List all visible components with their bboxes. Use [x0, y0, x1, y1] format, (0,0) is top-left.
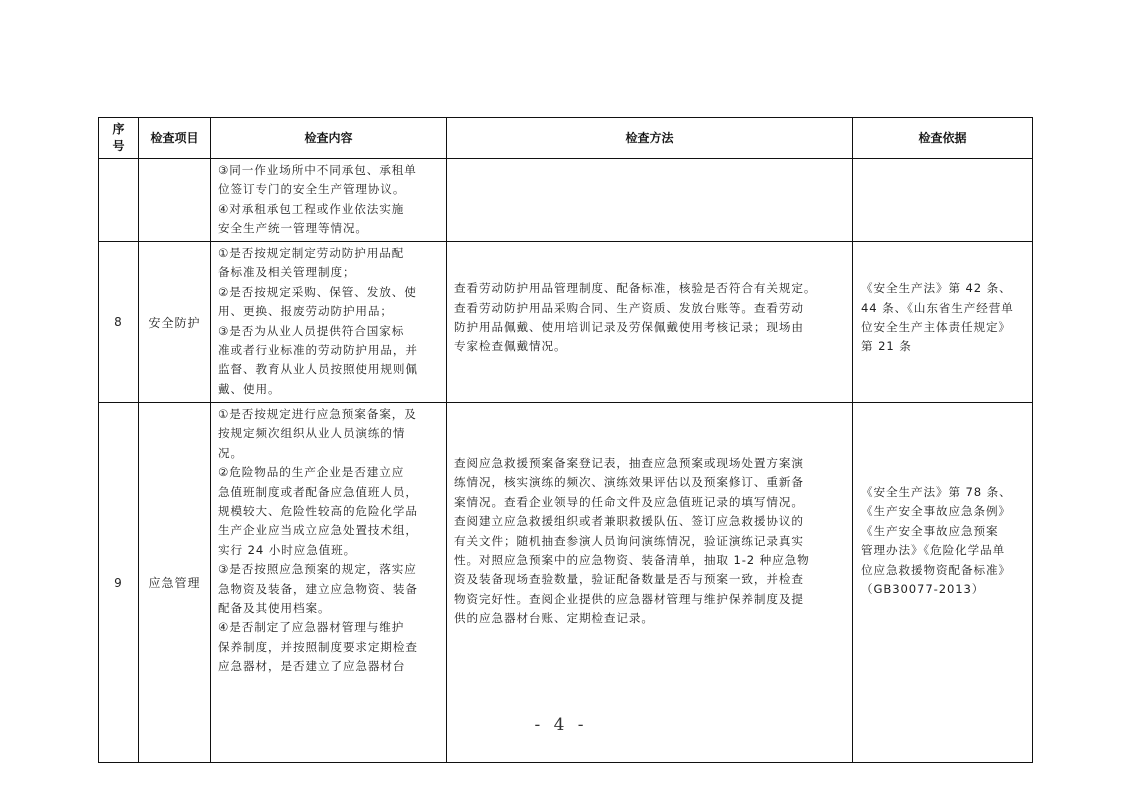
inspection-table	[98, 117, 1033, 763]
cell-method	[447, 159, 853, 242]
cell-item: 安全防护	[139, 242, 211, 403]
cell-seq	[99, 159, 139, 242]
cell-method: 查看劳动防护用品管理制度、配备标准，核验是否符合有关规定。 查看劳动防护用品采购合同、生产资质、发放台账等。查看劳动 防护用品佩戴、使用培训记录及劳保佩戴使用考核记录；现场由 专家检查佩戴情况。	[447, 242, 853, 403]
cell-seq: 9	[99, 403, 139, 763]
cell-seq: 8	[99, 242, 139, 403]
header-content: 检查内容	[211, 118, 447, 159]
header-item: 检查项目	[139, 118, 211, 159]
cell-basis: 《安全生产法》第 78 条、 《生产安全事故应急条例》 《生产安全事故应急预案 管理办法》《危险化学品单 位应急救援物资配备标准》 （GB30077-2013）	[853, 403, 1033, 763]
table-row	[99, 242, 1033, 403]
cell-content: ①是否按规定制定劳动防护用品配 备标准及相关管理制度； ②是否按规定采购、保管、发放、使 用、更换、报废劳动防护用品； ③是否为从业人员提供符合国家标 准或者行业标准的劳动防护用品，并 监督、教育从业人员按照使用规则佩 戴、使用。	[211, 242, 447, 403]
cell-content: ①是否按规定进行应急预案备案，及 按规定频次组织从业人员演练的情 况。 ②危险物品的生产企业是否建立应 急值班制度或者配备应急值班人员， 规模较大、危险性较高的危险化学品 生产企业应当成立应急处置技术组， 实行 24 小时应急值班。 ③是否按照应急预案的规定，落实应 急物资及装备，建立应急物资、装备 配备及其使用档案。 ④是否制定了应急器材管理与维护 保养制度，并按照制度要求定期检查 应急器材，是否建立了应急器材台	[211, 403, 447, 763]
cell-item: 应急管理	[139, 403, 211, 763]
header-seq: 序 号	[99, 118, 139, 159]
page-number: - 4 -	[534, 715, 588, 735]
cell-basis: 《安全生产法》第 42 条、 44 条、《山东省生产经营单 位安全生产主体责任规定》 第 21 条	[853, 242, 1033, 403]
cell-content: ③同一作业场所中不同承包、承租单 位签订专门的安全生产管理协议。 ④对承租承包工程或作业依法实施 安全生产统一管理等情况。	[211, 159, 447, 242]
header-method: 检查方法	[447, 118, 853, 159]
cell-method: 查阅应急救援预案备案登记表，抽查应急预案或现场处置方案演 练情况，核实演练的频次、演练效果评估以及预案修订、重新备 案情况。查看企业领导的任命文件及应急值班记录的填写情况。 查阅建立应急救援组织或者兼职救援队伍、签订应急救援协议的 有关文件；随机抽查参演人员询问演练情况，验证演练记录真实 性。对照应急预案中的应急物资、装备清单，抽取 1-2 种应急物 资及装备现场查验数量，验证配备数量是否与预案一致，并检查 物资完好性。查阅企业提供的应急器材管理与维护保养制度及提 供的应急器材台账、定期检查记录。	[447, 403, 853, 763]
table-row	[99, 159, 1033, 242]
cell-item	[139, 159, 211, 242]
table-row	[99, 403, 1033, 763]
header-basis: 检查依据	[853, 118, 1033, 159]
cell-basis	[853, 159, 1033, 242]
table-header-row	[99, 118, 1033, 159]
